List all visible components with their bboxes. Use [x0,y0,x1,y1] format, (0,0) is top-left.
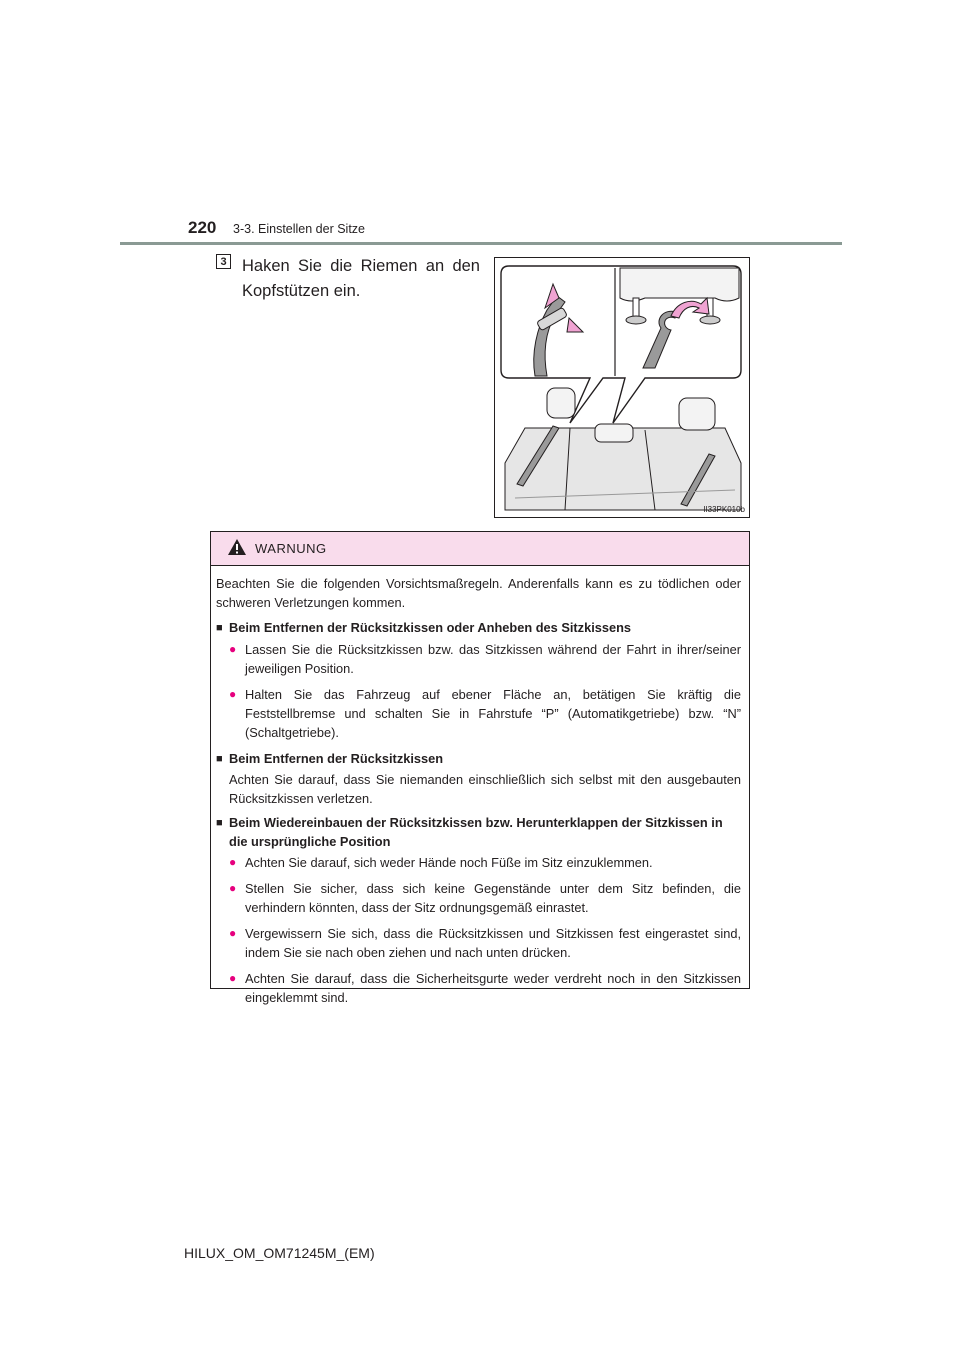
center-headrest [595,424,633,442]
illustration-figure [494,257,750,518]
circle-bullet-icon: ● [229,971,237,985]
headrest-post-left [633,298,639,318]
post-guide-right [700,316,720,324]
heading-text: Beim Wiedereinbauen der Rücksitzkissen bzw. Herunterklappen der Sitzkissen in die ursprüngliche Position [229,815,723,849]
warning-section-heading [216,813,741,851]
circle-bullet-icon: ● [229,881,237,895]
warning-bullet [229,640,741,678]
square-bullet-icon: ■ [216,817,223,829]
headrest-left [547,388,575,418]
warning-section-text: Achten Sie darauf, dass Sie niemanden einschließlich sich selbst mit den ausgebauten Rücksitzkissen verletzen. [229,772,741,806]
step-text: Haken Sie die Riemen an den Kopfstützen ein. [242,257,480,300]
warning-bullet [229,969,741,1007]
bullet-text: Achten Sie darauf, sich weder Hände noch Füße im Sitz einzuklemmen. [245,855,653,870]
heading-text: Beim Entfernen der Rücksitzkissen oder Anheben des Sitzkissens [229,620,632,635]
section-title: 3-3. Einstellen der Sitze [233,222,366,236]
warning-bullet [229,924,741,962]
square-bullet-icon: ■ [216,753,223,765]
bullet-text: Stellen Sie sicher, dass sich keine Gegenstände unter dem Sitz befinden, die verhindern könnten, dass der Sitz ordnungsgemäß einrastet. [245,881,741,915]
bullet-text: Lassen Sie die Rücksitzkissen bzw. das Sitzkissen während der Fahrt in ihrer/seiner jeweiligen Position. [245,642,741,676]
warning-body [211,566,749,1007]
warning-section-heading [216,618,741,638]
circle-bullet-icon: ● [229,926,237,940]
warning-header [211,532,749,566]
circle-bullet-icon: ● [229,642,237,656]
heading-text: Beim Entfernen der Rücksitzkissen [229,751,444,766]
page-number: 220 [188,218,217,237]
square-bullet-icon: ■ [216,622,223,634]
bullet-text: Achten Sie darauf, dass die Sicherheitsgurte weder verdreht noch in den Sitzkissen eingeklemmt sind. [245,971,741,1005]
seat-strap-illustration [495,258,749,517]
bullet-text: Vergewissern Sie sich, dass die Rücksitzkissen und Sitzkissen fest eingerastet sind, indem Sie sie nach oben ziehen und nach unten drücken. [245,926,741,960]
warning-title: WARNUNG [255,541,327,556]
footer-document-id: HILUX_OM_OM71245M_(EM) [184,1245,375,1261]
headrest-right [679,398,715,430]
warning-bullet [229,685,741,742]
header-rule [120,242,842,245]
warning-box [210,531,750,1005]
warning-bullet [229,879,741,917]
warning-bullet [229,853,741,872]
warning-section-heading [216,749,741,769]
headrest-top [620,268,739,301]
warning-triangle-icon [227,538,247,556]
step-number-box: 3 [216,254,231,269]
warning-intro: Beachten Sie die folgenden Vorsichtsmaßregeln. Anderenfalls kann es zu tödlichen oder schweren Verletzungen kommen. [216,576,741,610]
figure-code: II33PK010b [703,505,745,514]
circle-bullet-icon: ● [229,855,237,869]
circle-bullet-icon: ● [229,687,237,701]
post-guide-left [626,316,646,324]
bullet-text: Halten Sie das Fahrzeug auf ebener Fläche an, betätigen Sie kräftig die Feststellbremse und schalten Sie in Fahrstufe “P” (Automatikgetriebe) bzw. “N” (Schaltgetriebe). [245,687,741,740]
